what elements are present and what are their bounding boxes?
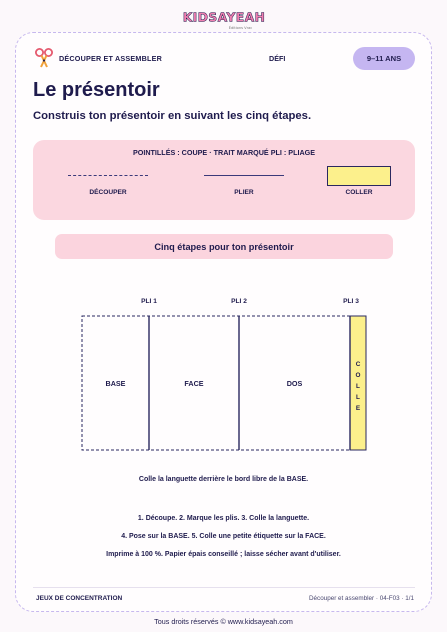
panel-base-label: BASE — [105, 379, 126, 388]
instruction-line-1: 1. Découpe. 2. Marque les plis. 3. Colle la languette. — [137, 515, 310, 522]
legend-title: POINTILLÉS : COUPE · TRAIT MARQUÉ PLI : PLIAGE — [132, 148, 316, 157]
glue-tab-letter: L — [356, 394, 360, 401]
print-note: Imprime à 100 %. Papier épais conseillé ; laisse sécher avant d'utiliser. — [106, 551, 341, 558]
diagram-caption: Colle la languette derrière le bord libre de la BASE. — [138, 476, 309, 483]
fold-label-3: PLI 3 — [343, 298, 359, 305]
footer-reference: Découper et assembler · 04-F03 · 1/1 — [309, 595, 414, 602]
glue-tab-letter: O — [355, 372, 361, 379]
solid-line-sample — [204, 175, 284, 176]
legend-item-glue — [304, 164, 414, 210]
footer-series: JEUX DE CONCENTRATION — [36, 595, 123, 602]
legend-label-fold: PLIER — [234, 189, 254, 196]
steps-banner: Cinq étapes pour ton présentoir — [55, 234, 393, 259]
legend-label-cut: DÉCOUPER — [89, 189, 127, 196]
footer-divider — [33, 587, 415, 588]
svg-text:KIDSAYEAH: KIDSAYEAH — [182, 9, 265, 25]
glue-area-sample — [327, 166, 391, 186]
legend-item-cut — [53, 164, 163, 210]
cut-fold-diagram — [16, 291, 433, 461]
fold-label-1: PLI 1 — [141, 298, 157, 305]
panel-dos-label: DOS — [286, 379, 303, 388]
worksheet-header — [34, 47, 416, 71]
legend-box — [33, 140, 415, 220]
worksheet-card — [15, 32, 432, 612]
brand-logo-wordmark — [182, 9, 265, 25]
dashed-line-sample — [68, 175, 148, 176]
category-label: DÉCOUPER ET ASSEMBLER — [59, 54, 162, 63]
glue-tab-letter: L — [356, 383, 360, 390]
brand-logo — [0, 9, 447, 30]
glue-tab-letter: E — [355, 405, 361, 412]
instruction-line-2: 4. Pose sur la BASE. 5. Colle une petite étiquette sur la FACE. — [121, 533, 326, 540]
page-subtitle: Construis ton présentoir en suivant les cinq étapes. — [33, 110, 312, 122]
age-badge: 9–11 ANS — [353, 47, 415, 70]
activity-type-label: DÉFI — [269, 54, 286, 63]
scissors-icon — [34, 47, 54, 69]
page-title: Le présentoir — [33, 79, 160, 101]
legend-item-fold — [189, 164, 299, 210]
legend-label-glue: COLLER — [345, 189, 373, 196]
glue-tab-letter: C — [355, 361, 361, 368]
copyright-notice: Tous droits réservés © www.kidsayeah.com — [154, 617, 293, 626]
fold-label-2: PLI 2 — [231, 298, 247, 305]
panel-face-label: FACE — [184, 379, 204, 388]
brand-logo-subtitle: Éditions Vrac — [228, 26, 253, 30]
